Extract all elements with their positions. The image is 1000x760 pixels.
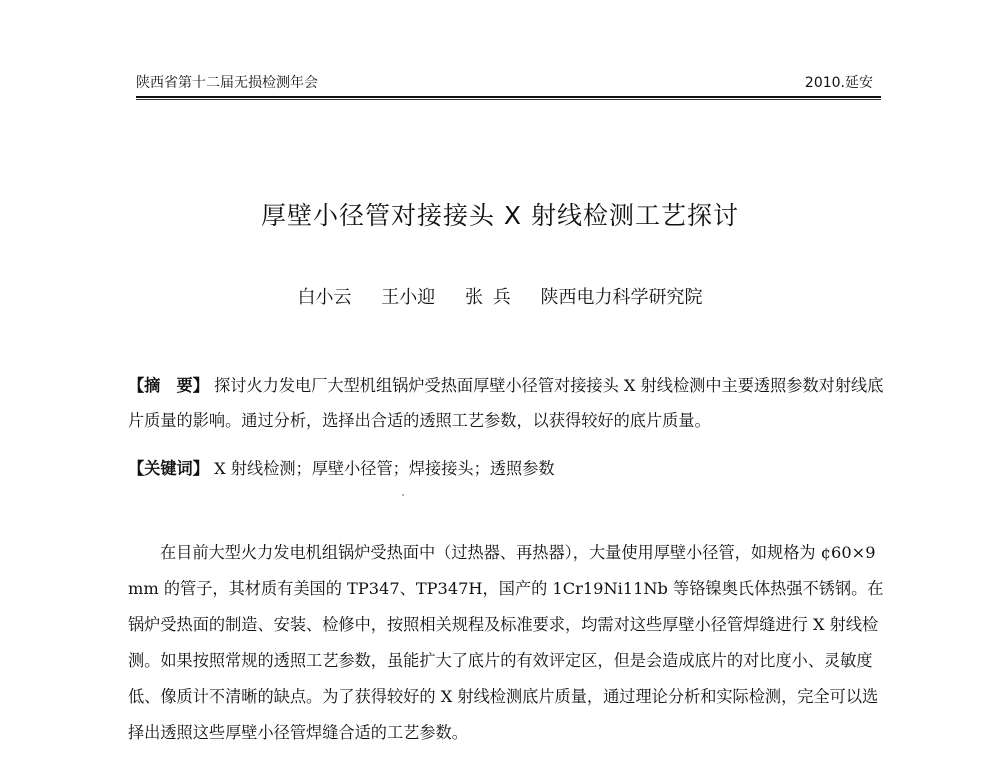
page-header [136,72,881,94]
header-rule [136,96,881,98]
author-3: 张 兵 [465,287,511,308]
author-line [0,283,1000,309]
abstract-label: 【摘 要】 [128,376,209,395]
header-conference: 陕西省第十二届无损检测年会 [136,75,318,91]
author-2: 王小迎 [381,287,436,308]
author-1: 白小云 [297,287,352,308]
abstract [128,368,888,438]
keywords-label: 【关键词】 [128,459,209,478]
affiliation: 陕西电力科学研究院 [540,287,703,308]
body-paragraph: 在目前大型火力发电机组锅炉受热面中（过热器、再热器），大量使用厚壁小径管，如规格为 ¢60×9 mm 的管子，其材质有美国的 TP347、TP347H，国产的 1Cr19Ni11Nb 等铬镍奥氏体热强不锈钢。在锅炉受热面的制造、安装、检修中，按照相关规程及标准要求，均需对这些厚壁小径管焊缝进行 X 射线检测。如果按照常规的透照工艺参数，虽能扩大了底片的有效评定区，但是会造成底片的对比度小、灵敏度低、像质计不清晰的缺点。为了获得较好的 X 射线检测底片质量，通过理论分析和实际检测，完全可以选择出透照这些厚壁小径管焊缝合适的工艺参数。 [128,543,884,742]
keywords [128,451,888,486]
header-rule-thin [136,99,881,100]
paper-title: 厚壁小径管对接接头 X 射线检测工艺探讨 [260,201,740,230]
abstract-text: 探讨火力发电厂大型机组锅炉受热面厚壁小径管对接接头 X 射线检测中主要透照参数对射线底片质量的影响。通过分析，选择出合适的透照工艺参数，以获得较好的底片质量。 [128,376,884,430]
scan-speck [402,494,404,496]
keywords-text: X 射线检测；厚壁小径管；焊接接头；透照参数 [214,459,555,478]
header-date-place: 2010.延安 [804,75,873,91]
